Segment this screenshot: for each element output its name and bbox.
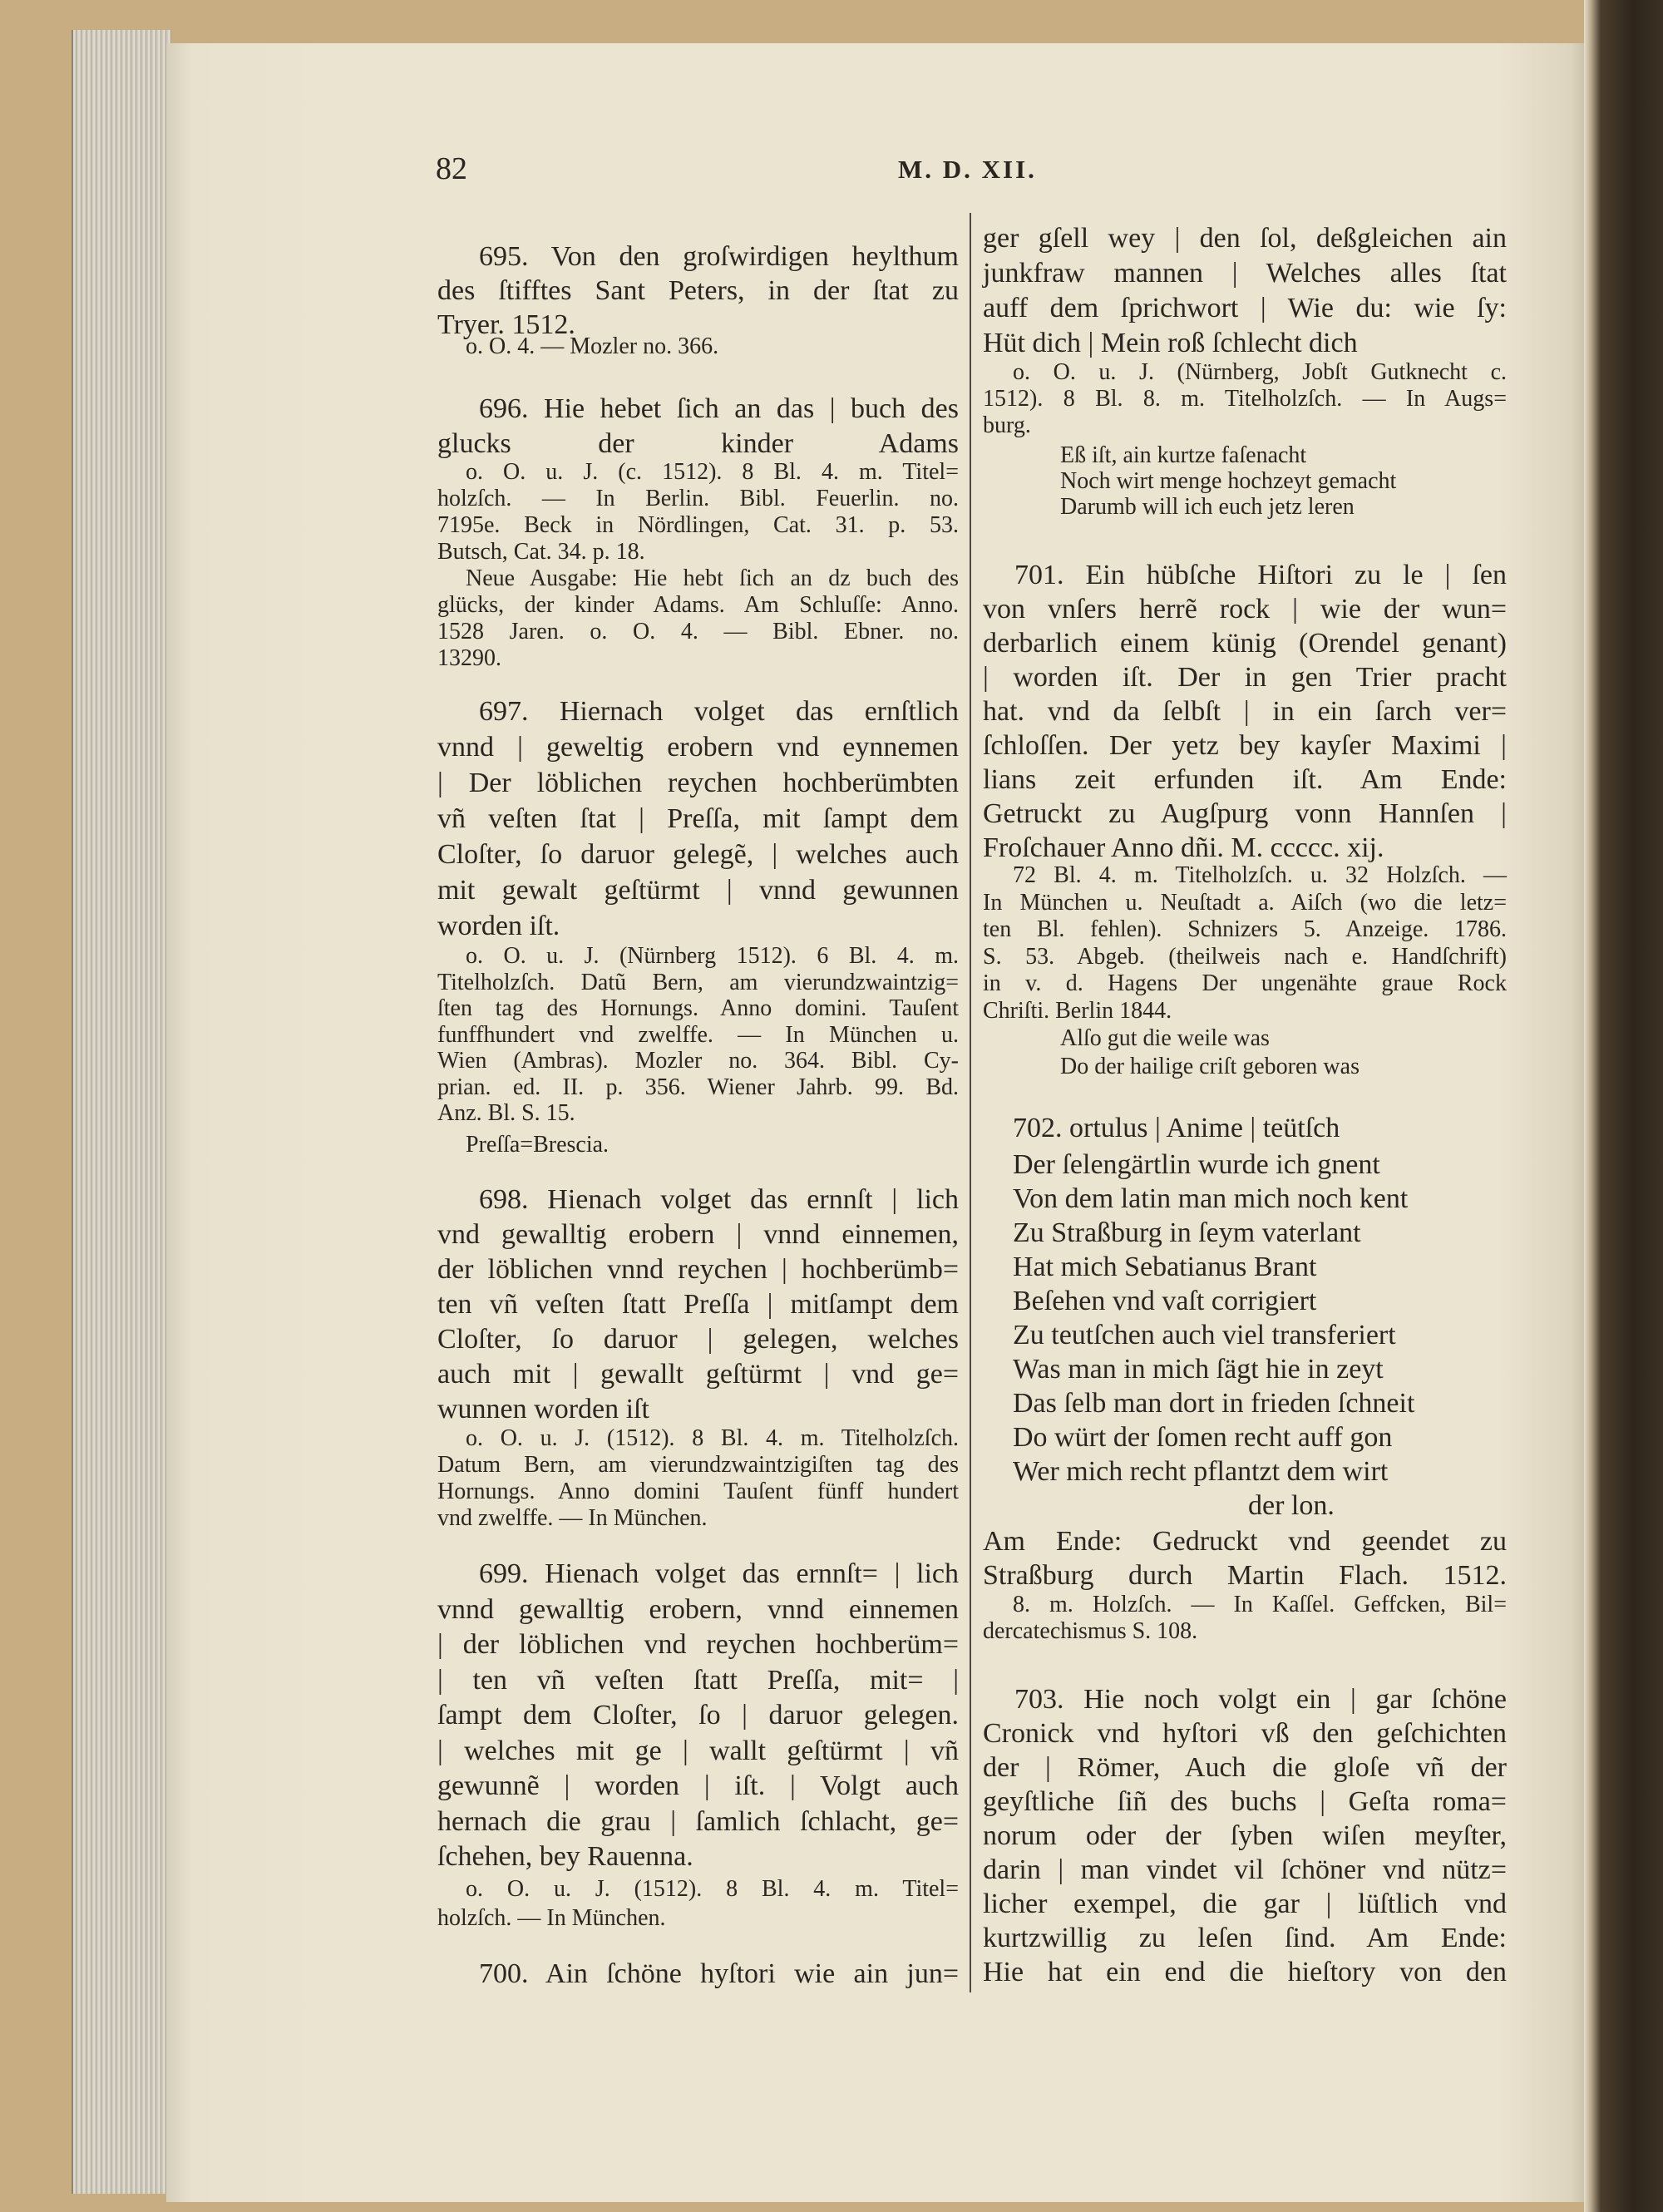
entry-697-note-line: Wien (Ambras). Mozler no. 364. Bibl. Cy- — [437, 1048, 959, 1074]
entry-703-title-line: darin | man vindet vil ſchöner vnd nütz= — [983, 1854, 1507, 1885]
entry-700-verse — [983, 442, 1507, 520]
entry-702-note-line: 8. m. Holzſch. — In Kaſſel. Geffcken, Bil= — [1013, 1592, 1507, 1617]
entry-703-title — [983, 1682, 1507, 1989]
entry-697-note — [437, 943, 959, 1127]
entry-702-verse-line: Hat mich Sebatianus Brant — [1013, 1252, 1317, 1282]
entry-700-verse-line: Noch wirt menge hochzeyt gemacht — [1060, 468, 1397, 494]
entry-697-title-line: vñ veſten ſtat | Preſſa, mit ſampt dem — [437, 803, 959, 834]
entry-696-note-line: o. O. u. J. (c. 1512). 8 Bl. 4. m. Titel= — [466, 459, 959, 485]
entry-696-title — [437, 392, 959, 462]
book-binding — [1584, 0, 1663, 2212]
running-head: M. D. XII. — [898, 155, 1037, 184]
entry-700-title-continued-line: Hüt dich | Mein roß ſchlecht dich — [983, 328, 1358, 358]
entry-700-title-continued-line: junkfraw mannen | Welches alles ſtat — [983, 258, 1507, 289]
entry-700-note-line: o. O. u. J. (Nürnberg, Jobſt Gutknecht c. — [1013, 359, 1507, 385]
entry-696-note-new-edition-line: 13290. — [437, 645, 501, 671]
entry-702-note — [983, 1592, 1507, 1645]
entry-702-verse-line: Von dem latin man mich noch kent — [1013, 1183, 1409, 1214]
entry-699-note — [437, 1874, 959, 1933]
entry-696-note — [437, 459, 959, 565]
entry-697-title-line: vnnd | geweltig erobern vnd eynnemen — [437, 732, 959, 763]
entry-702-colophon-line: Straßburg durch Martin Flach. 1512. — [983, 1560, 1507, 1591]
entry-700-title-continued-line: auff dem ſprichwort | Wie du: wie ſy: — [983, 293, 1507, 323]
entry-699-title-line: vnnd gewalltig erobern, vnnd einnemen — [437, 1593, 959, 1625]
entry-702-verse-end: der lon. — [1248, 1490, 1335, 1521]
entry-700-title-continued — [983, 221, 1507, 361]
entry-698-note-line: Hornungs. Anno domini Tauſent fünff hundert — [437, 1479, 959, 1504]
entry-700-title-continued-line: ger gſell wey | den ſol, deßgleichen ain — [983, 223, 1507, 254]
entry-697-note-line: Titelholzſch. Datũ Bern, am vierundzwaintzig= — [437, 969, 959, 995]
entry-698-title-line: auch mit | gewallt geſtürmt | vnd ge= — [437, 1359, 959, 1390]
entry-702-note-line: dercatechismus S. 108. — [983, 1618, 1198, 1644]
entry-702-verse-line: Zu Straßburg in ſeym vaterlant — [1013, 1217, 1361, 1248]
entry-701-title-line: lians zeit erfunden iſt. Am Ende: — [983, 764, 1507, 795]
entry-701-verse — [983, 1025, 1507, 1081]
entry-703-title-line: Hie hat ein end die hieſtory von den — [983, 1957, 1507, 1987]
entry-696-note-line: 7195e. Beck in Nördlingen, Cat. 31. p. 53. — [437, 512, 959, 538]
entry-697-title-line: worden iſt. — [437, 911, 560, 941]
entry-702-verse-line: Der ſelengärtlin wurde ich gnent — [1013, 1149, 1380, 1180]
right-column — [983, 0, 1507, 2212]
entry-696-note-new-edition-line: 1528 Jaren. o. O. 4. — Bibl. Ebner. no. — [437, 619, 959, 644]
entry-697-note-line: prian. ed. II. p. 356. Wiener Jahrb. 99. Bd. — [437, 1074, 959, 1100]
entry-701-title — [983, 558, 1507, 865]
entry-698-note-line: vnd zwelffe. — In München. — [437, 1505, 708, 1531]
entry-703-title-line: geyſtliche ſiñ des buchs | Geſta roma= — [983, 1786, 1507, 1817]
entry-701-title-line: Getruckt zu Augſpurg vonn Hannſen | — [983, 798, 1507, 829]
entry-696-note-new-edition-line: glücks, der kinder Adams. Am Schluſſe: Anno. — [437, 592, 959, 618]
entry-701-note-line: S. 53. Abgeb. (theilweis nach e. Handſchrift) — [983, 943, 1507, 970]
entry-697-note-line: ſten tag des Hornungs. Anno domini. Tauſent — [437, 995, 959, 1021]
entry-699-title-line: | ten vñ veſten ſtatt Preſſa, mit= | — [437, 1664, 959, 1696]
entry-698-title — [437, 1183, 959, 1427]
entry-696-title-line: 696. Hie hebet ſich an das | buch des — [479, 393, 959, 424]
entry-700-note — [983, 359, 1507, 439]
entry-700-verse-line: Darumb will ich euch jetz leren — [1060, 494, 1355, 520]
entry-702-colophon-line: Am Ende: Gedruckt vnd geendet zu — [983, 1526, 1507, 1557]
entry-696-note-line: Butsch, Cat. 34. p. 18. — [437, 539, 645, 565]
entry-697-note-line: funffhundert vnd zwelffe. — In München u. — [437, 1021, 959, 1048]
entry-703-title-line: 703. Hie noch volgt ein | gar ſchöne — [1014, 1684, 1507, 1715]
entry-695-note-line: o. O. 4. — Mozler no. 366. — [466, 333, 719, 359]
entry-702-colophon — [983, 1524, 1507, 1592]
entry-702-verse-line: Beſehen vnd vaſt corrigiert — [1013, 1286, 1317, 1316]
entry-703-title-line: licher exempel, die gar | lüſtlich vnd — [983, 1889, 1507, 1919]
entry-698-title-line: 698. Hienach volget das ernnſt | lich — [479, 1184, 959, 1215]
entry-699-title-line: 699. Hienach volget das ernnſt= | lich — [479, 1558, 959, 1589]
entry-698-title-line: wunnen worden iſt — [437, 1394, 649, 1424]
entry-695-title-line: 695. Von den groſwirdigen heylthum — [479, 241, 959, 272]
entry-697-title-line: | Der löblichen reychen hochberümbten — [437, 768, 959, 798]
entry-702-verse-line: Was man in mich ſägt hie in zeyt — [1013, 1354, 1384, 1385]
entry-702-verse-line: Wer mich recht pflantzt dem wirt — [1013, 1456, 1389, 1487]
entry-701-note-line: In München u. Neuſtadt a. Aiſch (wo die letz= — [983, 889, 1507, 916]
entry-703-title-line: kurtzwillig zu leſen ſind. Am Ende: — [983, 1923, 1507, 1953]
entry-698-note — [437, 1425, 959, 1532]
entry-703-title-line: norum oder der ſyben wiſen meyſter, — [983, 1820, 1507, 1851]
entry-701-title-line: von vnſers herrẽ rock | wie der wun= — [983, 594, 1507, 625]
entry-702-verse-line: Zu teutſchen auch viel transferiert — [1013, 1320, 1396, 1350]
entry-697-note-place — [437, 1132, 959, 1158]
entry-700-title-start-line: 700. Ain ſchöne hyſtori wie ain jun= — [479, 1958, 959, 1989]
entry-696-note-new-edition-line: Neue Ausgabe: Hie hebt ſich an dz buch des — [466, 565, 959, 591]
entry-701-note-line: in v. d. Hagens Der ungenähte graue Rock — [983, 970, 1507, 996]
entry-698-title-line: der löblichen vnnd reychen | hochberümb= — [437, 1254, 959, 1285]
entry-699-title-line: gewunnẽ | worden | iſt. | Volgt auch — [437, 1770, 959, 1801]
entry-701-note-line: ten Bl. fehlen). Schnizers 5. Anzeige. 1786. — [983, 916, 1507, 942]
entry-699-note-line: o. O. u. J. (1512). 8 Bl. 4. m. Titel= — [466, 1876, 959, 1902]
entry-702-verse-line: Do würt der ſomen recht auff gon — [1013, 1422, 1393, 1453]
entry-699-note-line: holzſch. — In München. — [437, 1905, 666, 1931]
entry-699-title-line: hernach die grau | ſamlich ſchlacht, ge= — [437, 1805, 959, 1837]
entry-695-title — [437, 239, 959, 342]
entry-697-title-line: mit gewalt geſtürmt | vnnd gewunnen — [437, 875, 959, 906]
entry-696-title-line: glucks der kinder Adams — [437, 428, 959, 459]
entry-699-title — [437, 1557, 959, 1875]
entry-703-title-line: der | Römer, Auch die gloſe vñ der — [983, 1752, 1507, 1783]
entry-698-title-line: ten vñ veſten ſtatt Preſſa | mitſampt dem — [437, 1289, 959, 1320]
entry-700-note-line: burg. — [983, 412, 1031, 438]
entry-695-title-line: Tryer. 1512. — [437, 309, 575, 340]
entry-701-verse-line: Alſo gut die weile was — [1060, 1025, 1270, 1051]
entry-701-note-line: 72 Bl. 4. m. Titelholzſch. u. 32 Holzſch. — — [1013, 862, 1507, 888]
entry-695-title-line: des ſtifftes Sant Peters, in der ſtat zu — [437, 275, 959, 306]
entry-702-title — [983, 1111, 1507, 1146]
entry-699-title-line: ſampt dem Cloſter, ſo | daruor gelegen. — [437, 1700, 959, 1731]
entry-695-note — [437, 333, 959, 360]
entry-697-note-place-line: Preſſa=Brescia. — [466, 1132, 609, 1158]
entry-697-note-line: o. O. u. J. (Nürnberg 1512). 6 Bl. 4. m. — [466, 943, 959, 969]
entry-701-note-line: Chriſti. Berlin 1844. — [983, 997, 1172, 1024]
entry-703-title-line: Cronick vnd hyſtori vß den geſchichten — [983, 1718, 1507, 1749]
entry-696-note-new-edition — [437, 565, 959, 672]
column-divider — [970, 213, 971, 1992]
entry-700-verse-line: Eß iſt, ain kurtze faſenacht — [1060, 442, 1307, 468]
entry-702-title-line: 702. ortulus | Anime | teütſch — [1013, 1113, 1340, 1143]
entry-701-title-line: 701. Ein hübſche Hiſtori zu le | ſen — [1014, 560, 1507, 590]
page-edges — [72, 30, 171, 2194]
entry-697-title-line: Cloſter, ſo daruor gelegẽ, | welches auch — [437, 839, 959, 870]
entry-700-note-line: 1512). 8 Bl. 8. m. Titelholzſch. — In Augs= — [983, 386, 1507, 412]
entry-697-title-line: 697. Hiernach volget das ernſtlich — [479, 696, 959, 727]
entry-698-note-line: Datum Bern, am vierundzwaintzigiſten tag des — [437, 1452, 959, 1478]
entry-700-title-start — [437, 1957, 959, 1992]
page-number: 82 — [436, 151, 467, 186]
entry-699-title-line: | welches mit ge | wallt geſtürmt | vñ — [437, 1735, 959, 1766]
entry-697-note-line: Anz. Bl. S. 15. — [437, 1100, 575, 1126]
entry-701-title-line: | worden iſt. Der in gen Trier pracht — [983, 662, 1507, 693]
entry-702-verse-line: Das ſelb man dort in frieden ſchneit — [1013, 1388, 1415, 1419]
entry-701-title-line: derbarlich einem künig (Orendel genant) — [983, 628, 1507, 659]
entry-697-title — [437, 694, 959, 944]
entry-701-note — [983, 862, 1507, 1025]
entry-701-title-line: hat. vnd da ſelbſt | in ein ſarch ver= — [983, 696, 1507, 727]
entry-698-note-line: o. O. u. J. (1512). 8 Bl. 4. m. Titelholzſch. — [466, 1425, 959, 1451]
entry-698-title-line: vnd gewalltig erobern | vnnd einnemen, — [437, 1219, 959, 1250]
entry-702-verse — [983, 1148, 1507, 1489]
entry-701-verse-line: Do der hailige criſt geboren was — [1060, 1054, 1360, 1079]
entry-696-note-line: holzſch. — In Berlin. Bibl. Feuerlin. no. — [437, 486, 959, 511]
entry-701-title-line: Froſchauer Anno dñi. M. ccccc. xij. — [983, 832, 1384, 863]
entry-699-title-line: | der löblichen vnd reychen hochberüm= — [437, 1629, 959, 1660]
entry-701-title-line: ſchloſſen. Der yetz bey kayſer Maximi | — [983, 730, 1507, 761]
entry-699-title-line: ſchehen, bey Rauenna. — [437, 1841, 693, 1872]
left-column — [437, 0, 959, 2212]
entry-698-title-line: Cloſter, ſo daruor | gelegen, welches — [437, 1324, 959, 1355]
